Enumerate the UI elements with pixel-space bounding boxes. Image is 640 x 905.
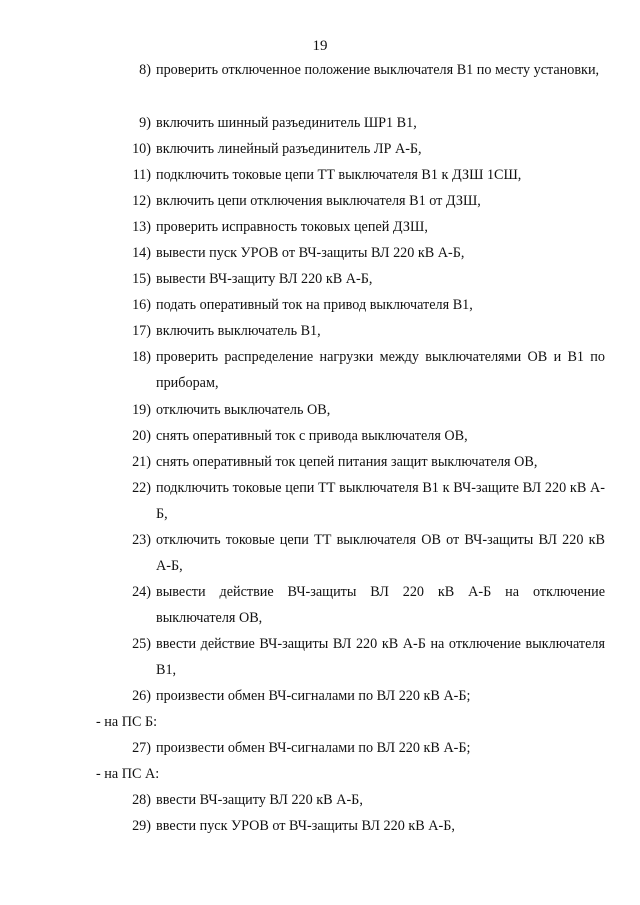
list-item: [117, 527, 605, 579]
list-item: [117, 162, 605, 188]
list-item: [117, 579, 605, 631]
item-text: вывести пуск УРОВ от ВЧ-защиты ВЛ 220 кВ А-Б,: [156, 245, 465, 261]
item-text: проверить отключенное положение выключателя В1 по месту установки,: [156, 62, 600, 78]
item-text: подключить токовые цепи ТТ выключателя В1 к ВЧ-защите ВЛ 220 кВ А-Б,: [156, 480, 605, 522]
section-heading-ps-b: - на ПС Б:: [96, 714, 158, 730]
item-number: 11): [132, 167, 151, 183]
list-item: [117, 266, 605, 292]
list-item: [117, 344, 605, 396]
list-item: [117, 813, 605, 839]
item-text: включить шинный разъединитель ШР1 В1,: [156, 115, 417, 131]
list-item: [117, 188, 605, 214]
item-number: 19): [132, 402, 151, 418]
item-text: отключить токовые цепи ТТ выключателя ОВ от ВЧ-защиты ВЛ 220 кВ А-Б,: [156, 532, 605, 574]
item-number: 12): [132, 193, 151, 209]
item-number: 14): [132, 245, 151, 261]
item-number: 28): [132, 792, 151, 808]
item-number: 27): [132, 740, 151, 756]
item-number: 15): [132, 271, 151, 287]
item-number: 17): [132, 323, 151, 339]
item-number: 24): [132, 584, 151, 600]
item-number: 20): [132, 428, 151, 444]
page-number: 19: [312, 38, 328, 54]
list-item: [117, 423, 605, 449]
item-number: 8): [139, 62, 151, 78]
item-number: 9): [139, 115, 151, 131]
item-text: ввести пуск УРОВ от ВЧ-защиты ВЛ 220 кВ А-Б,: [156, 818, 455, 834]
list-item: [117, 214, 605, 240]
item-text: включить выключатель В1,: [156, 323, 321, 339]
item-text: произвести обмен ВЧ-сигналами по ВЛ 220 кВ А-Б;: [156, 740, 471, 756]
item-text: отключить выключатель ОВ,: [156, 402, 331, 418]
item-number: 10): [132, 141, 151, 157]
list-item: [117, 735, 605, 761]
list-item: [117, 475, 605, 527]
section-heading-ps-a: - на ПС А:: [96, 766, 160, 782]
item-text: ввести ВЧ-защиту ВЛ 220 кВ А-Б,: [156, 792, 363, 808]
item-number: 25): [132, 636, 151, 652]
item-text: включить цепи отключения выключателя В1 от ДЗШ,: [156, 193, 481, 209]
item-text: ввести действие ВЧ-защиты ВЛ 220 кВ А-Б на отключение выключателя В1,: [156, 636, 605, 678]
list-item: [117, 292, 605, 318]
item-text: снять оперативный ток с привода выключателя ОВ,: [156, 428, 468, 444]
item-number: 13): [132, 219, 151, 235]
item-text: вывести ВЧ-защиту ВЛ 220 кВ А-Б,: [156, 271, 373, 287]
item-text: снять оперативный ток цепей питания защит выключателя ОВ,: [156, 454, 538, 470]
item-text: произвести обмен ВЧ-сигналами по ВЛ 220 кВ А-Б;: [156, 688, 471, 704]
list-item: [117, 683, 605, 709]
list-item: [117, 318, 605, 344]
item-number: 29): [132, 818, 151, 834]
item-text: проверить распределение нагрузки между выключателями ОВ и В1 по приборам,: [156, 349, 605, 391]
list-item: [117, 449, 605, 475]
list-item: [117, 136, 605, 162]
item-text: включить линейный разъединитель ЛР А-Б,: [156, 141, 422, 157]
list-item: [117, 240, 605, 266]
item-text: подключить токовые цепи ТТ выключателя В1 к ДЗШ 1СШ,: [156, 167, 522, 183]
item-text: проверить исправность токовых цепей ДЗШ,: [156, 219, 428, 235]
list-item: [117, 397, 605, 423]
item-number: 18): [132, 349, 151, 365]
item-text: вывести действие ВЧ-защиты ВЛ 220 кВ А-Б на отключение выключателя ОВ,: [156, 584, 605, 626]
list-item: [117, 57, 605, 83]
list-item: [117, 787, 605, 813]
item-number: 16): [132, 297, 151, 313]
item-number: 21): [132, 454, 151, 470]
item-number: 23): [132, 532, 151, 548]
list-item: [117, 631, 605, 683]
list-item: [117, 110, 605, 136]
item-text: подать оперативный ток на привод выключателя В1,: [156, 297, 473, 313]
item-number: 26): [132, 688, 151, 704]
item-number: 22): [132, 480, 151, 496]
